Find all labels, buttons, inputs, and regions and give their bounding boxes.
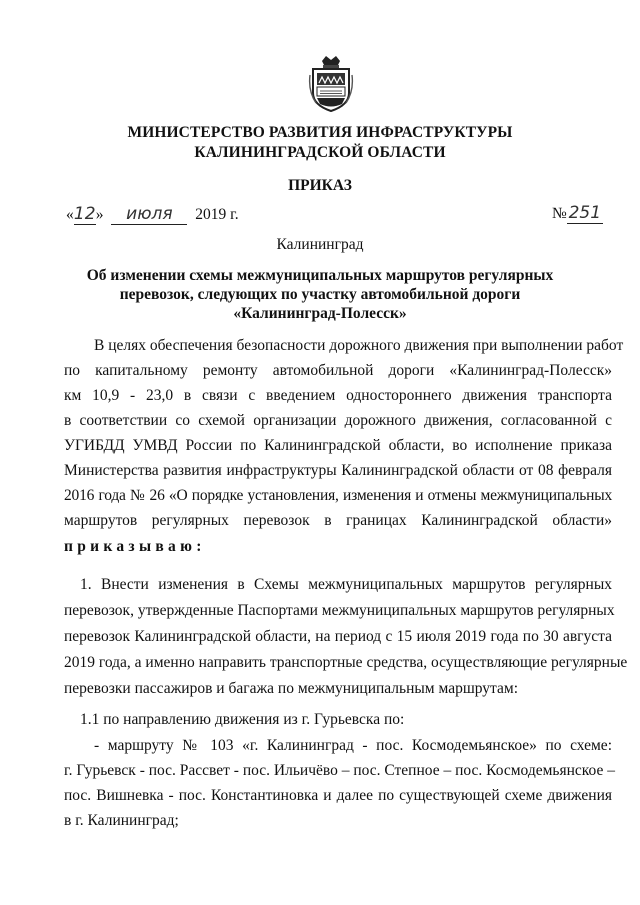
ministry-name-line2: КАЛИНИНГРАДСКОЙ ОБЛАСТИ <box>194 144 446 161</box>
subject-line1: Об изменении схемы межмуниципальных маршрутов регулярных <box>86 267 554 284</box>
item1-1-heading: 1.1 по направлению движения из г. Гурьевска по: <box>80 711 405 728</box>
route-103-line: в г. Калининград; <box>64 812 179 829</box>
item1-line: перевозок, утвержденные Паспортами межмуниципальных маршрутов регулярных <box>64 602 615 619</box>
preamble-line: в соответствии со схемой организации дорожного движения, согласованной с <box>64 412 612 429</box>
route-103-line: - маршруту № 103 «г. Калининград - пос. Космодемьянское» по схеме: <box>94 737 612 754</box>
subject-line2: перевозок, следующих по участку автомобильной дороги <box>119 286 521 303</box>
preamble-line: по капитальному ремонту автомобильной дороги «Калининград-Полесск» <box>64 362 612 379</box>
route-103-line: пос. Вишневка - пос. Константиновка и далее по существующей схеме движения <box>64 787 612 804</box>
item1-line: 2019 года, а именно направить транспортные средства, осуществляющие регулярные <box>64 654 628 671</box>
coat-of-arms-emblem <box>308 55 354 113</box>
item1-line: 1. Внести изменения в Схемы межмуниципальных маршрутов регулярных <box>80 576 612 593</box>
city: Калининград <box>276 236 364 253</box>
preamble-line: В целях обеспечения безопасности дорожного движения при выполнении работ <box>94 337 624 354</box>
preamble-line: Министерства развития инфраструктуры Калининградской области от 08 февраля <box>64 462 612 479</box>
date-open-quote: « <box>66 206 74 223</box>
order-date <box>66 204 239 225</box>
preamble-line: УГИБДД УМВД России по Калининградской области, во исполнение приказа <box>64 437 612 454</box>
ministry-name-line1: МИНИСТЕРСТВО РАЗВИТИЯ ИНФРАСТРУКТУРЫ <box>127 124 513 141</box>
preamble-line: маршрутов регулярных перевозок в границах Калининградской области» <box>64 512 612 529</box>
date-month-handwritten: июля <box>111 204 187 225</box>
number-value-handwritten: 251 <box>568 203 602 223</box>
date-close-quote: » <box>95 206 104 223</box>
number-sign: № <box>552 205 567 222</box>
document-type: ПРИКАЗ <box>288 177 352 194</box>
route-103-line: г. Гурьевск - пос. Рассвет - пос. Ильичёво – пос. Степное – пос. Космодемьянское – <box>64 762 615 779</box>
order-word: приказываю: <box>64 538 206 555</box>
order-number <box>552 203 603 224</box>
item1-line: перевозки пассажиров и багажа по межмуниципальным маршрутам: <box>64 680 519 697</box>
subject-line3: «Калининград-Полесск» <box>233 305 407 322</box>
date-day-handwritten: 12 <box>73 204 96 224</box>
preamble-line: 2016 года № 26 «О порядке установления, изменения и отмены межмуниципальных <box>64 487 612 504</box>
date-year: 2019 г. <box>195 206 239 223</box>
item1-line: перевозок Калининградской области, на период с 15 июля 2019 года по 30 августа <box>64 628 612 645</box>
preamble-line: км 10,9 - 23,0 в связи с введением одностороннего движения транспорта <box>64 387 612 404</box>
